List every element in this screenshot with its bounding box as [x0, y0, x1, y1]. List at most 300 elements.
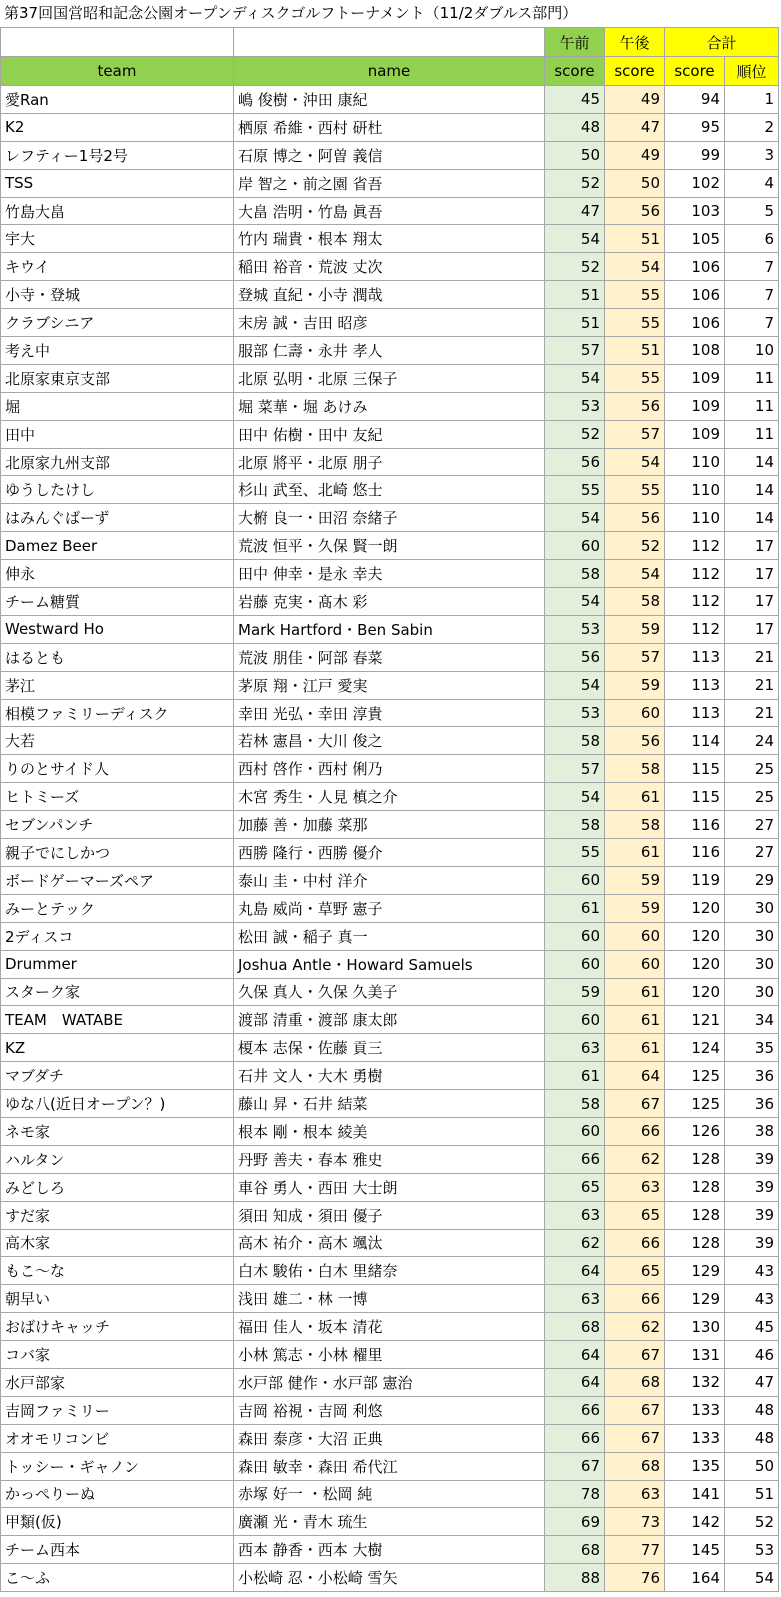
team-cell[interactable]: 朝早い: [1, 1285, 234, 1313]
team-cell[interactable]: Westward Ho: [1, 615, 234, 643]
team-cell[interactable]: 北原家九州支部: [1, 448, 234, 476]
am-score-cell[interactable]: 60: [545, 922, 605, 950]
team-cell[interactable]: スターク家: [1, 978, 234, 1006]
total-score-cell[interactable]: 133: [665, 1424, 725, 1452]
am-score-cell[interactable]: 52: [545, 420, 605, 448]
player-names-cell[interactable]: 久保 真人・久保 久美子: [234, 978, 545, 1006]
total-score-cell[interactable]: 113: [665, 699, 725, 727]
am-score-cell[interactable]: 78: [545, 1480, 605, 1508]
am-score-cell[interactable]: 53: [545, 615, 605, 643]
rank-cell[interactable]: 51: [725, 1480, 779, 1508]
total-score-cell[interactable]: 109: [665, 392, 725, 420]
am-score-cell[interactable]: 56: [545, 643, 605, 671]
rank-cell[interactable]: 46: [725, 1341, 779, 1369]
rank-cell[interactable]: 17: [725, 560, 779, 588]
am-score-cell[interactable]: 51: [545, 309, 605, 337]
total-score-cell[interactable]: 128: [665, 1201, 725, 1229]
team-cell[interactable]: トッシー・ギャノン: [1, 1452, 234, 1480]
pm-score-cell[interactable]: 58: [605, 588, 665, 616]
player-names-cell[interactable]: 加藤 善・加藤 菜那: [234, 811, 545, 839]
total-score-cell[interactable]: 116: [665, 839, 725, 867]
team-cell[interactable]: おばけキャッチ: [1, 1313, 234, 1341]
total-score-cell[interactable]: 115: [665, 755, 725, 783]
team-cell[interactable]: ボードゲーマーズペア: [1, 866, 234, 894]
am-score-cell[interactable]: 55: [545, 839, 605, 867]
rank-cell[interactable]: 30: [725, 894, 779, 922]
total-score-cell[interactable]: 106: [665, 309, 725, 337]
total-score-cell[interactable]: 110: [665, 448, 725, 476]
player-names-cell[interactable]: 田中 佑樹・田中 友紀: [234, 420, 545, 448]
player-names-cell[interactable]: 末房 誠・吉田 昭彦: [234, 309, 545, 337]
am-score-cell[interactable]: 64: [545, 1341, 605, 1369]
player-names-cell[interactable]: 大畠 浩明・竹島 眞吾: [234, 197, 545, 225]
rank-cell[interactable]: 14: [725, 504, 779, 532]
total-score-cell[interactable]: 103: [665, 197, 725, 225]
pm-score-cell[interactable]: 65: [605, 1201, 665, 1229]
rank-cell[interactable]: 39: [725, 1229, 779, 1257]
pm-score-cell[interactable]: 61: [605, 1006, 665, 1034]
rank-cell[interactable]: 21: [725, 671, 779, 699]
name-column-header[interactable]: name: [234, 57, 545, 86]
rank-cell[interactable]: 34: [725, 1006, 779, 1034]
rank-cell[interactable]: 50: [725, 1452, 779, 1480]
team-cell[interactable]: 水戸部家: [1, 1368, 234, 1396]
pm-score-cell[interactable]: 76: [605, 1564, 665, 1592]
rank-cell[interactable]: 38: [725, 1117, 779, 1145]
rank-cell[interactable]: 7: [725, 281, 779, 309]
am-score-cell[interactable]: 54: [545, 504, 605, 532]
player-names-cell[interactable]: 吉岡 裕視・吉岡 利悠: [234, 1396, 545, 1424]
am-score-column-header[interactable]: score: [545, 57, 605, 86]
rank-cell[interactable]: 39: [725, 1201, 779, 1229]
rank-cell[interactable]: 36: [725, 1090, 779, 1118]
pm-score-cell[interactable]: 68: [605, 1452, 665, 1480]
rank-cell[interactable]: 27: [725, 811, 779, 839]
player-names-cell[interactable]: 赤塚 好一 ・松岡 純: [234, 1480, 545, 1508]
player-names-cell[interactable]: 杉山 武至、北崎 悠士: [234, 476, 545, 504]
rank-cell[interactable]: 39: [725, 1145, 779, 1173]
player-names-cell[interactable]: 岸 智之・前之園 省吾: [234, 169, 545, 197]
am-score-cell[interactable]: 52: [545, 169, 605, 197]
am-score-cell[interactable]: 58: [545, 811, 605, 839]
team-cell[interactable]: ゆうしたけし: [1, 476, 234, 504]
rank-cell[interactable]: 53: [725, 1536, 779, 1564]
team-cell[interactable]: TSS: [1, 169, 234, 197]
team-cell[interactable]: セブンパンチ: [1, 811, 234, 839]
am-score-cell[interactable]: 60: [545, 1006, 605, 1034]
player-names-cell[interactable]: 丸島 威尚・草野 憲子: [234, 894, 545, 922]
rank-cell[interactable]: 11: [725, 420, 779, 448]
total-score-cell[interactable]: 129: [665, 1285, 725, 1313]
am-score-cell[interactable]: 53: [545, 699, 605, 727]
rank-cell[interactable]: 10: [725, 337, 779, 365]
player-names-cell[interactable]: 栖原 希維・西村 研杜: [234, 113, 545, 141]
pm-score-cell[interactable]: 77: [605, 1536, 665, 1564]
am-score-cell[interactable]: 60: [545, 866, 605, 894]
am-score-cell[interactable]: 67: [545, 1452, 605, 1480]
rank-cell[interactable]: 5: [725, 197, 779, 225]
pm-group-header[interactable]: 午後: [605, 28, 665, 57]
total-score-cell[interactable]: 132: [665, 1368, 725, 1396]
rank-cell[interactable]: 7: [725, 309, 779, 337]
pm-score-cell[interactable]: 61: [605, 783, 665, 811]
pm-score-cell[interactable]: 55: [605, 281, 665, 309]
team-cell[interactable]: すだ家: [1, 1201, 234, 1229]
rank-column-header[interactable]: 順位: [725, 57, 779, 86]
team-cell[interactable]: TEAM WATABE: [1, 1006, 234, 1034]
pm-score-cell[interactable]: 57: [605, 643, 665, 671]
am-score-cell[interactable]: 54: [545, 225, 605, 253]
am-score-cell[interactable]: 66: [545, 1396, 605, 1424]
total-score-cell[interactable]: 126: [665, 1117, 725, 1145]
team-cell[interactable]: みどしろ: [1, 1173, 234, 1201]
team-cell[interactable]: 北原家東京支部: [1, 364, 234, 392]
player-names-cell[interactable]: 森田 敏幸・森田 希代江: [234, 1452, 545, 1480]
player-names-cell[interactable]: 登城 直紀・小寺 潤哉: [234, 281, 545, 309]
am-score-cell[interactable]: 66: [545, 1424, 605, 1452]
pm-score-cell[interactable]: 55: [605, 476, 665, 504]
pm-score-cell[interactable]: 47: [605, 113, 665, 141]
team-cell[interactable]: はみんぐばーず: [1, 504, 234, 532]
player-names-cell[interactable]: 渡部 清重・渡部 康太郎: [234, 1006, 545, 1034]
pm-score-cell[interactable]: 62: [605, 1145, 665, 1173]
total-score-cell[interactable]: 128: [665, 1173, 725, 1201]
pm-score-cell[interactable]: 66: [605, 1117, 665, 1145]
team-cell[interactable]: Damez Beer: [1, 532, 234, 560]
total-score-cell[interactable]: 141: [665, 1480, 725, 1508]
total-score-cell[interactable]: 131: [665, 1341, 725, 1369]
am-score-cell[interactable]: 88: [545, 1564, 605, 1592]
total-score-cell[interactable]: 112: [665, 588, 725, 616]
total-group-header[interactable]: 合計: [665, 28, 779, 57]
total-score-cell[interactable]: 113: [665, 671, 725, 699]
pm-score-cell[interactable]: 64: [605, 1062, 665, 1090]
team-cell[interactable]: かっぺりーぬ: [1, 1480, 234, 1508]
team-cell[interactable]: 甲類(仮): [1, 1508, 234, 1536]
am-score-cell[interactable]: 59: [545, 978, 605, 1006]
team-cell[interactable]: ゆな八(近日オープン？): [1, 1090, 234, 1118]
player-names-cell[interactable]: 西村 啓作・西村 俐乃: [234, 755, 545, 783]
pm-score-cell[interactable]: 49: [605, 86, 665, 114]
total-score-cell[interactable]: 105: [665, 225, 725, 253]
total-score-cell[interactable]: 120: [665, 922, 725, 950]
player-names-cell[interactable]: 森田 泰彦・大沼 正典: [234, 1424, 545, 1452]
total-score-cell[interactable]: 112: [665, 560, 725, 588]
team-cell[interactable]: りのとサイド人: [1, 755, 234, 783]
am-score-cell[interactable]: 51: [545, 281, 605, 309]
am-score-cell[interactable]: 63: [545, 1034, 605, 1062]
pm-score-cell[interactable]: 55: [605, 309, 665, 337]
player-names-cell[interactable]: 北原 將平・北原 朋子: [234, 448, 545, 476]
player-names-cell[interactable]: 茅原 翔・江戸 愛実: [234, 671, 545, 699]
pm-score-cell[interactable]: 59: [605, 671, 665, 699]
team-cell[interactable]: レフティー1号2号: [1, 141, 234, 169]
pm-score-cell[interactable]: 61: [605, 978, 665, 1006]
am-score-cell[interactable]: 52: [545, 253, 605, 281]
rank-cell[interactable]: 4: [725, 169, 779, 197]
player-names-cell[interactable]: 岩藤 克実・髙木 彩: [234, 588, 545, 616]
pm-score-cell[interactable]: 59: [605, 866, 665, 894]
pm-score-cell[interactable]: 56: [605, 727, 665, 755]
pm-score-cell[interactable]: 68: [605, 1368, 665, 1396]
player-names-cell[interactable]: Mark Hartford・Ben Sabin: [234, 615, 545, 643]
am-score-cell[interactable]: 63: [545, 1201, 605, 1229]
rank-cell[interactable]: 30: [725, 950, 779, 978]
total-score-cell[interactable]: 109: [665, 420, 725, 448]
pm-score-cell[interactable]: 67: [605, 1396, 665, 1424]
total-score-cell[interactable]: 128: [665, 1145, 725, 1173]
total-score-column-header[interactable]: score: [665, 57, 725, 86]
team-cell[interactable]: Drummer: [1, 950, 234, 978]
player-names-cell[interactable]: 福田 佳人・坂本 清花: [234, 1313, 545, 1341]
total-score-cell[interactable]: 112: [665, 615, 725, 643]
player-names-cell[interactable]: 石原 博之・阿曽 義信: [234, 141, 545, 169]
am-score-cell[interactable]: 66: [545, 1145, 605, 1173]
team-cell[interactable]: キウイ: [1, 253, 234, 281]
player-names-cell[interactable]: 北原 弘明・北原 三保子: [234, 364, 545, 392]
player-names-cell[interactable]: 堀 菜華・堀 あけみ: [234, 392, 545, 420]
team-cell[interactable]: 伸永: [1, 560, 234, 588]
player-names-cell[interactable]: 稲田 裕音・荒波 丈次: [234, 253, 545, 281]
player-names-cell[interactable]: 藤山 昇・石井 結菜: [234, 1090, 545, 1118]
pm-score-cell[interactable]: 65: [605, 1257, 665, 1285]
rank-cell[interactable]: 11: [725, 364, 779, 392]
am-score-cell[interactable]: 64: [545, 1368, 605, 1396]
total-score-cell[interactable]: 145: [665, 1536, 725, 1564]
team-cell[interactable]: チーム西本: [1, 1536, 234, 1564]
team-cell[interactable]: 宇大: [1, 225, 234, 253]
total-score-cell[interactable]: 133: [665, 1396, 725, 1424]
pm-score-cell[interactable]: 58: [605, 811, 665, 839]
player-names-cell[interactable]: 石井 文人・大木 勇樹: [234, 1062, 545, 1090]
am-score-cell[interactable]: 60: [545, 532, 605, 560]
pm-score-cell[interactable]: 54: [605, 253, 665, 281]
pm-score-cell[interactable]: 63: [605, 1173, 665, 1201]
rank-cell[interactable]: 43: [725, 1285, 779, 1313]
player-names-cell[interactable]: 榎本 志保・佐藤 貢三: [234, 1034, 545, 1062]
am-score-cell[interactable]: 69: [545, 1508, 605, 1536]
pm-score-cell[interactable]: 59: [605, 615, 665, 643]
rank-cell[interactable]: 17: [725, 615, 779, 643]
rank-cell[interactable]: 43: [725, 1257, 779, 1285]
rank-cell[interactable]: 2: [725, 113, 779, 141]
am-score-cell[interactable]: 58: [545, 560, 605, 588]
rank-cell[interactable]: 45: [725, 1313, 779, 1341]
team-cell[interactable]: 竹島大畠: [1, 197, 234, 225]
player-names-cell[interactable]: 根本 剛・根本 綾美: [234, 1117, 545, 1145]
pm-score-cell[interactable]: 51: [605, 337, 665, 365]
pm-score-cell[interactable]: 62: [605, 1313, 665, 1341]
am-score-cell[interactable]: 57: [545, 337, 605, 365]
total-score-cell[interactable]: 114: [665, 727, 725, 755]
team-cell[interactable]: 高木家: [1, 1229, 234, 1257]
player-names-cell[interactable]: 荒波 朋佳・阿部 春菜: [234, 643, 545, 671]
team-cell[interactable]: 大若: [1, 727, 234, 755]
team-cell[interactable]: 愛Ran: [1, 86, 234, 114]
team-cell[interactable]: チーム糖質: [1, 588, 234, 616]
am-score-cell[interactable]: 60: [545, 1117, 605, 1145]
rank-cell[interactable]: 35: [725, 1034, 779, 1062]
total-score-cell[interactable]: 135: [665, 1452, 725, 1480]
pm-score-cell[interactable]: 66: [605, 1285, 665, 1313]
pm-score-cell[interactable]: 56: [605, 392, 665, 420]
total-score-cell[interactable]: 120: [665, 894, 725, 922]
rank-cell[interactable]: 29: [725, 866, 779, 894]
pm-score-cell[interactable]: 67: [605, 1090, 665, 1118]
player-names-cell[interactable]: 服部 仁壽・永井 孝人: [234, 337, 545, 365]
rank-cell[interactable]: 30: [725, 922, 779, 950]
team-cell[interactable]: 2ディスコ: [1, 922, 234, 950]
am-score-cell[interactable]: 61: [545, 1062, 605, 1090]
team-cell[interactable]: ハルタン: [1, 1145, 234, 1173]
player-names-cell[interactable]: 丹野 善夫・春本 雅史: [234, 1145, 545, 1173]
rank-cell[interactable]: 48: [725, 1424, 779, 1452]
total-score-cell[interactable]: 129: [665, 1257, 725, 1285]
rank-cell[interactable]: 47: [725, 1368, 779, 1396]
total-score-cell[interactable]: 108: [665, 337, 725, 365]
pm-score-cell[interactable]: 59: [605, 894, 665, 922]
am-score-cell[interactable]: 64: [545, 1257, 605, 1285]
total-score-cell[interactable]: 120: [665, 950, 725, 978]
rank-cell[interactable]: 14: [725, 476, 779, 504]
am-score-cell[interactable]: 53: [545, 392, 605, 420]
total-score-cell[interactable]: 119: [665, 866, 725, 894]
team-cell[interactable]: 茅江: [1, 671, 234, 699]
pm-score-cell[interactable]: 52: [605, 532, 665, 560]
team-cell[interactable]: もこ～な: [1, 1257, 234, 1285]
total-score-cell[interactable]: 142: [665, 1508, 725, 1536]
rank-cell[interactable]: 54: [725, 1564, 779, 1592]
total-score-cell[interactable]: 99: [665, 141, 725, 169]
am-score-cell[interactable]: 68: [545, 1313, 605, 1341]
pm-score-cell[interactable]: 58: [605, 755, 665, 783]
rank-cell[interactable]: 1: [725, 86, 779, 114]
team-cell[interactable]: ヒトミーズ: [1, 783, 234, 811]
am-score-cell[interactable]: 45: [545, 86, 605, 114]
pm-score-cell[interactable]: 60: [605, 699, 665, 727]
player-names-cell[interactable]: 嶋 俊樹・沖田 康紀: [234, 86, 545, 114]
rank-cell[interactable]: 24: [725, 727, 779, 755]
pm-score-cell[interactable]: 55: [605, 364, 665, 392]
rank-cell[interactable]: 21: [725, 643, 779, 671]
player-names-cell[interactable]: 泰山 圭・中村 洋介: [234, 866, 545, 894]
player-names-cell[interactable]: 松田 誠・稲子 真一: [234, 922, 545, 950]
am-score-cell[interactable]: 58: [545, 727, 605, 755]
team-column-header[interactable]: team: [1, 57, 234, 86]
rank-cell[interactable]: 17: [725, 532, 779, 560]
am-score-cell[interactable]: 62: [545, 1229, 605, 1257]
team-cell[interactable]: ネモ家: [1, 1117, 234, 1145]
rank-cell[interactable]: 27: [725, 839, 779, 867]
total-score-cell[interactable]: 164: [665, 1564, 725, 1592]
team-cell[interactable]: 考え中: [1, 337, 234, 365]
team-cell[interactable]: 吉岡ファミリー: [1, 1396, 234, 1424]
total-score-cell[interactable]: 110: [665, 476, 725, 504]
player-names-cell[interactable]: 荒波 恒平・久保 賢一朗: [234, 532, 545, 560]
total-score-cell[interactable]: 102: [665, 169, 725, 197]
team-cell[interactable]: 親子でにしかつ: [1, 839, 234, 867]
total-score-cell[interactable]: 128: [665, 1229, 725, 1257]
team-cell[interactable]: みーとテック: [1, 894, 234, 922]
am-score-cell[interactable]: 54: [545, 588, 605, 616]
total-score-cell[interactable]: 94: [665, 86, 725, 114]
player-names-cell[interactable]: 木宮 秀生・人見 槙之介: [234, 783, 545, 811]
pm-score-cell[interactable]: 56: [605, 504, 665, 532]
rank-cell[interactable]: 14: [725, 448, 779, 476]
total-score-cell[interactable]: 113: [665, 643, 725, 671]
team-cell[interactable]: 堀: [1, 392, 234, 420]
pm-score-cell[interactable]: 73: [605, 1508, 665, 1536]
pm-score-cell[interactable]: 61: [605, 1034, 665, 1062]
player-names-cell[interactable]: 竹内 瑞貴・根本 翔太: [234, 225, 545, 253]
total-score-cell[interactable]: 115: [665, 783, 725, 811]
player-names-cell[interactable]: 大椨 良一・田沼 奈緒子: [234, 504, 545, 532]
am-score-cell[interactable]: 65: [545, 1173, 605, 1201]
pm-score-cell[interactable]: 67: [605, 1341, 665, 1369]
am-score-cell[interactable]: 54: [545, 364, 605, 392]
team-cell[interactable]: 田中: [1, 420, 234, 448]
total-score-cell[interactable]: 95: [665, 113, 725, 141]
player-names-cell[interactable]: 西本 静香・西本 大樹: [234, 1536, 545, 1564]
am-score-cell[interactable]: 58: [545, 1090, 605, 1118]
total-score-cell[interactable]: 125: [665, 1090, 725, 1118]
rank-cell[interactable]: 17: [725, 588, 779, 616]
player-names-cell[interactable]: 西勝 隆行・西勝 優介: [234, 839, 545, 867]
am-score-cell[interactable]: 54: [545, 671, 605, 699]
pm-score-cell[interactable]: 51: [605, 225, 665, 253]
player-names-cell[interactable]: 浅田 雄二・林 一博: [234, 1285, 545, 1313]
total-score-cell[interactable]: 110: [665, 504, 725, 532]
player-names-cell[interactable]: 水戸部 健作・水戸部 憲治: [234, 1368, 545, 1396]
player-names-cell[interactable]: 若林 憲昌・大川 俊之: [234, 727, 545, 755]
am-score-cell[interactable]: 57: [545, 755, 605, 783]
pm-score-cell[interactable]: 56: [605, 197, 665, 225]
team-cell[interactable]: クラブシニア: [1, 309, 234, 337]
total-score-cell[interactable]: 106: [665, 253, 725, 281]
player-names-cell[interactable]: 廣瀬 光・青木 琉生: [234, 1508, 545, 1536]
rank-cell[interactable]: 25: [725, 755, 779, 783]
am-score-cell[interactable]: 56: [545, 448, 605, 476]
team-cell[interactable]: コバ家: [1, 1341, 234, 1369]
rank-cell[interactable]: 30: [725, 978, 779, 1006]
pm-score-cell[interactable]: 50: [605, 169, 665, 197]
pm-score-cell[interactable]: 63: [605, 1480, 665, 1508]
team-cell[interactable]: KZ: [1, 1034, 234, 1062]
pm-score-cell[interactable]: 57: [605, 420, 665, 448]
player-names-cell[interactable]: 小林 篤志・小林 櫂里: [234, 1341, 545, 1369]
total-score-cell[interactable]: 130: [665, 1313, 725, 1341]
am-group-header[interactable]: 午前: [545, 28, 605, 57]
am-score-cell[interactable]: 50: [545, 141, 605, 169]
total-score-cell[interactable]: 125: [665, 1062, 725, 1090]
rank-cell[interactable]: 25: [725, 783, 779, 811]
rank-cell[interactable]: 11: [725, 392, 779, 420]
player-names-cell[interactable]: 高木 祐介・高木 颯汰: [234, 1229, 545, 1257]
rank-cell[interactable]: 36: [725, 1062, 779, 1090]
am-score-cell[interactable]: 68: [545, 1536, 605, 1564]
pm-score-cell[interactable]: 60: [605, 950, 665, 978]
player-names-cell[interactable]: 須田 知成・須田 優子: [234, 1201, 545, 1229]
rank-cell[interactable]: 7: [725, 253, 779, 281]
rank-cell[interactable]: 6: [725, 225, 779, 253]
rank-cell[interactable]: 3: [725, 141, 779, 169]
pm-score-cell[interactable]: 61: [605, 839, 665, 867]
pm-score-cell[interactable]: 54: [605, 448, 665, 476]
player-names-cell[interactable]: Joshua Antle・Howard Samuels: [234, 950, 545, 978]
total-score-cell[interactable]: 121: [665, 1006, 725, 1034]
team-cell[interactable]: 相模ファミリーディスク: [1, 699, 234, 727]
rank-cell[interactable]: 21: [725, 699, 779, 727]
